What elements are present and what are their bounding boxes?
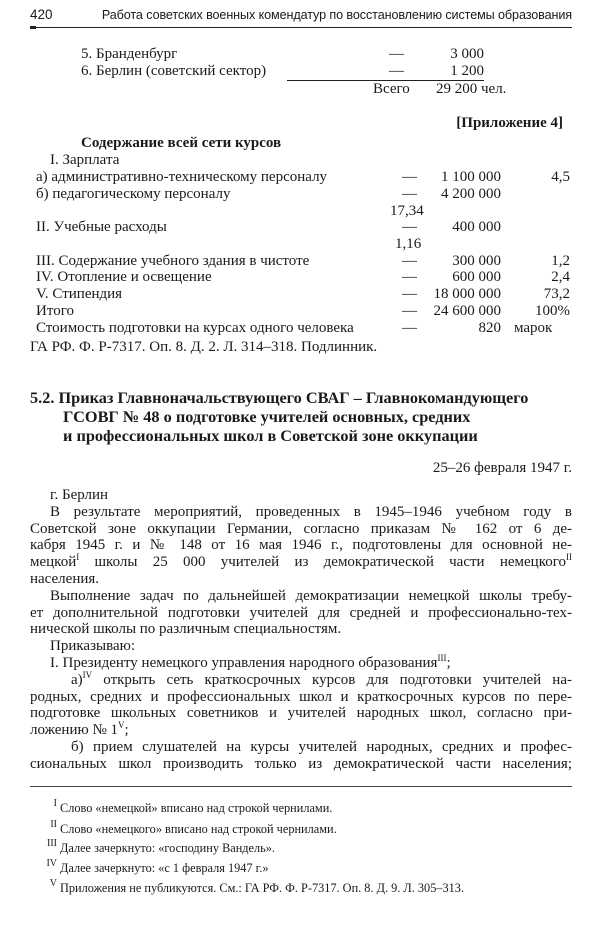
- cost-value: 4 200 000: [441, 186, 501, 202]
- cost-row: [0, 169, 600, 186]
- footnote-ref[interactable]: I: [76, 552, 80, 563]
- footnote-mark: I: [53, 798, 57, 809]
- footnote-ref[interactable]: II: [566, 552, 572, 563]
- costs-title: Содержание всей сети курсов: [81, 135, 282, 151]
- row-label: 5. Бранденбург: [81, 46, 178, 62]
- table-row: [0, 63, 600, 80]
- cost-value: 820: [478, 320, 501, 336]
- total-row: [0, 81, 600, 98]
- footnote-rule: [30, 786, 572, 787]
- text-line: В результате мероприятий, проведенных в 1945–1946 учебном году в: [50, 503, 572, 520]
- text-line: [30, 554, 572, 571]
- row-value: 3 000: [450, 46, 484, 62]
- total-label: Всего: [373, 81, 410, 97]
- page-number: 420: [30, 7, 53, 22]
- footnote-mark: V: [49, 878, 57, 889]
- cost-label: II. Учебные расходы: [36, 219, 167, 235]
- section-title-line: 5.2. Приказ Главноначальствующего СВАГ – Главнокомандующего: [30, 388, 529, 407]
- cost-label: а) административно-техническому персоналу: [36, 169, 328, 185]
- cost-dash: —: [402, 286, 417, 302]
- cost-value: 400 000: [452, 219, 501, 235]
- cost-row: [0, 236, 600, 253]
- footnote-text: Приложения не публикуются. См.: ГА РФ. Ф. Р-7317. Оп. 8. Д. 9. Л. 305–313.: [60, 881, 465, 895]
- place: г. Берлин: [50, 487, 109, 503]
- cost-label: Стоимость подготовки на курсах одного человека: [36, 320, 354, 336]
- cost-pct: 100%: [535, 303, 570, 319]
- text-segment: школы 25 000 учителей из демократической части немецкого: [79, 554, 566, 571]
- footnote-text: Слово «немецкой» вписано над строкой чернилами.: [60, 801, 333, 815]
- cost-dash: —: [402, 320, 417, 336]
- footnote: [0, 840, 600, 856]
- footnote-text: Слово «немецкого» вписано над строкой чернилами.: [60, 822, 337, 836]
- cost-pct: 1,2: [551, 253, 570, 269]
- text-line: [30, 652, 572, 672]
- footnote-mark: IV: [46, 858, 57, 869]
- cost-value: 18 000 000: [433, 286, 501, 302]
- cost-pct: 17,34: [390, 203, 424, 219]
- section-title-line: ГСОВГ № 48 о подготовке учителей основных, средних: [63, 407, 471, 426]
- footnote: [0, 800, 600, 816]
- section-title-line: и профессиональных школ в Советской зоне оккупации: [63, 426, 478, 445]
- document-body: [30, 487, 572, 773]
- text-line: [30, 669, 572, 689]
- cost-label: IV. Отопление и освещение: [36, 269, 212, 285]
- row-dash: —: [389, 46, 404, 62]
- cost-row: [0, 219, 600, 236]
- text-segment: открыть сеть краткосрочных курсов для подготовки учителей на-: [92, 671, 572, 688]
- appendix-label: [Приложение 4]: [456, 115, 563, 131]
- cost-dash: —: [402, 303, 417, 319]
- text-line: ет дополнительной подготовки учителей для средней и профессионально-тех-: [30, 604, 572, 621]
- cost-value: 1 100 000: [441, 169, 501, 185]
- table-row: [0, 46, 600, 63]
- running-title: Работа советских военных комендатур по восстановлению системы образования: [101, 8, 572, 22]
- cost-row: [0, 186, 600, 203]
- cost-pct: 73,2: [543, 286, 570, 302]
- cost-dash: —: [402, 186, 417, 202]
- cost-dash: —: [402, 253, 417, 269]
- footnote-ref[interactable]: V: [118, 720, 125, 731]
- cost-pct: 1,16: [395, 236, 422, 252]
- text-segment: ;: [446, 654, 451, 671]
- cost-row: [0, 203, 600, 220]
- text-line: Выполнение задач по дальнейшей демократизации немецкой школы требу-: [50, 587, 572, 604]
- cost-label: Итого: [36, 303, 74, 319]
- text-line: нической школы по различным специальностям.: [30, 621, 342, 638]
- row-value: 1 200: [450, 63, 484, 79]
- footnote-ref[interactable]: III: [437, 652, 447, 663]
- text-line: населения.: [30, 570, 100, 587]
- text-line: сиональных школ производить только из демократической части населения;: [30, 755, 572, 772]
- cost-pct: 2,4: [551, 269, 570, 285]
- cost-pct: 4,5: [551, 169, 570, 185]
- cost-label: III. Содержание учебного здания в чистоте: [36, 253, 310, 269]
- cost-dash: —: [402, 169, 417, 185]
- text-line: подготовке школьных советников и учителей народных школ, согласно при-: [30, 705, 572, 722]
- footnote: [0, 880, 600, 896]
- cost-row: [0, 286, 600, 303]
- order-word: Приказываю:: [50, 638, 135, 655]
- total-value: 29 200 чел.: [436, 81, 507, 97]
- footnote: [0, 860, 600, 876]
- footnote-ref[interactable]: IV: [82, 669, 93, 680]
- cost-row: [0, 320, 600, 337]
- text-segment: ;: [124, 722, 129, 739]
- cost-row: [0, 303, 600, 320]
- cost-value: 600 000: [452, 269, 501, 285]
- text-segment: а): [71, 671, 83, 688]
- text-line: [30, 722, 572, 739]
- footnote: [0, 821, 600, 837]
- cost-value: 300 000: [452, 253, 501, 269]
- footnote-text: Далее зачеркнуто: «с 1 февраля 1947 г.»: [60, 861, 269, 875]
- footnote-text: Далее зачеркнуто: «господину Вандель».: [60, 841, 275, 855]
- row-dash: —: [389, 63, 404, 79]
- footnote-mark: II: [50, 819, 57, 830]
- cost-label: V. Стипендия: [36, 286, 123, 302]
- text-segment: I. Президенту немецкого управления народного образования: [50, 654, 438, 671]
- text-segment: мецкой: [30, 554, 77, 571]
- archive-source: ГА РФ. Ф. Р-7317. Оп. 8. Д. 2. Л. 314–318. Подлинник.: [30, 339, 378, 355]
- header-rule: [30, 27, 572, 28]
- text-line: б) прием слушателей на курсы учителей народных, средних и профес-: [71, 738, 572, 755]
- cost-row: [0, 269, 600, 286]
- cost-dash: —: [402, 269, 417, 285]
- document-date: 25–26 февраля 1947 г.: [432, 460, 572, 476]
- cost-label: б) педагогическому персоналу: [36, 186, 231, 202]
- text-line: Советской зоне оккупации Германии, согласно приказам № 162 от 6 де-: [30, 520, 572, 537]
- row-label: 6. Берлин (советский сектор): [81, 63, 267, 79]
- text-segment: ложению № 1: [30, 722, 119, 739]
- cost-dash: —: [402, 219, 417, 235]
- cost-row: [0, 253, 600, 270]
- text-line: родных, средних и профессиональных школ и краткосрочных курсов по пере-: [30, 688, 572, 705]
- cost-value: 24 600 000: [433, 303, 501, 319]
- section-title: [30, 388, 528, 445]
- footnote-mark: III: [47, 838, 57, 849]
- text-line: кабря 1945 г. и № 148 от 16 мая 1946 г., подготовлены для основной не-: [30, 537, 572, 554]
- cost-unit: марок: [514, 320, 553, 336]
- costs-section-I: I. Зарплата: [50, 152, 120, 168]
- header-rule-mark: [30, 26, 36, 29]
